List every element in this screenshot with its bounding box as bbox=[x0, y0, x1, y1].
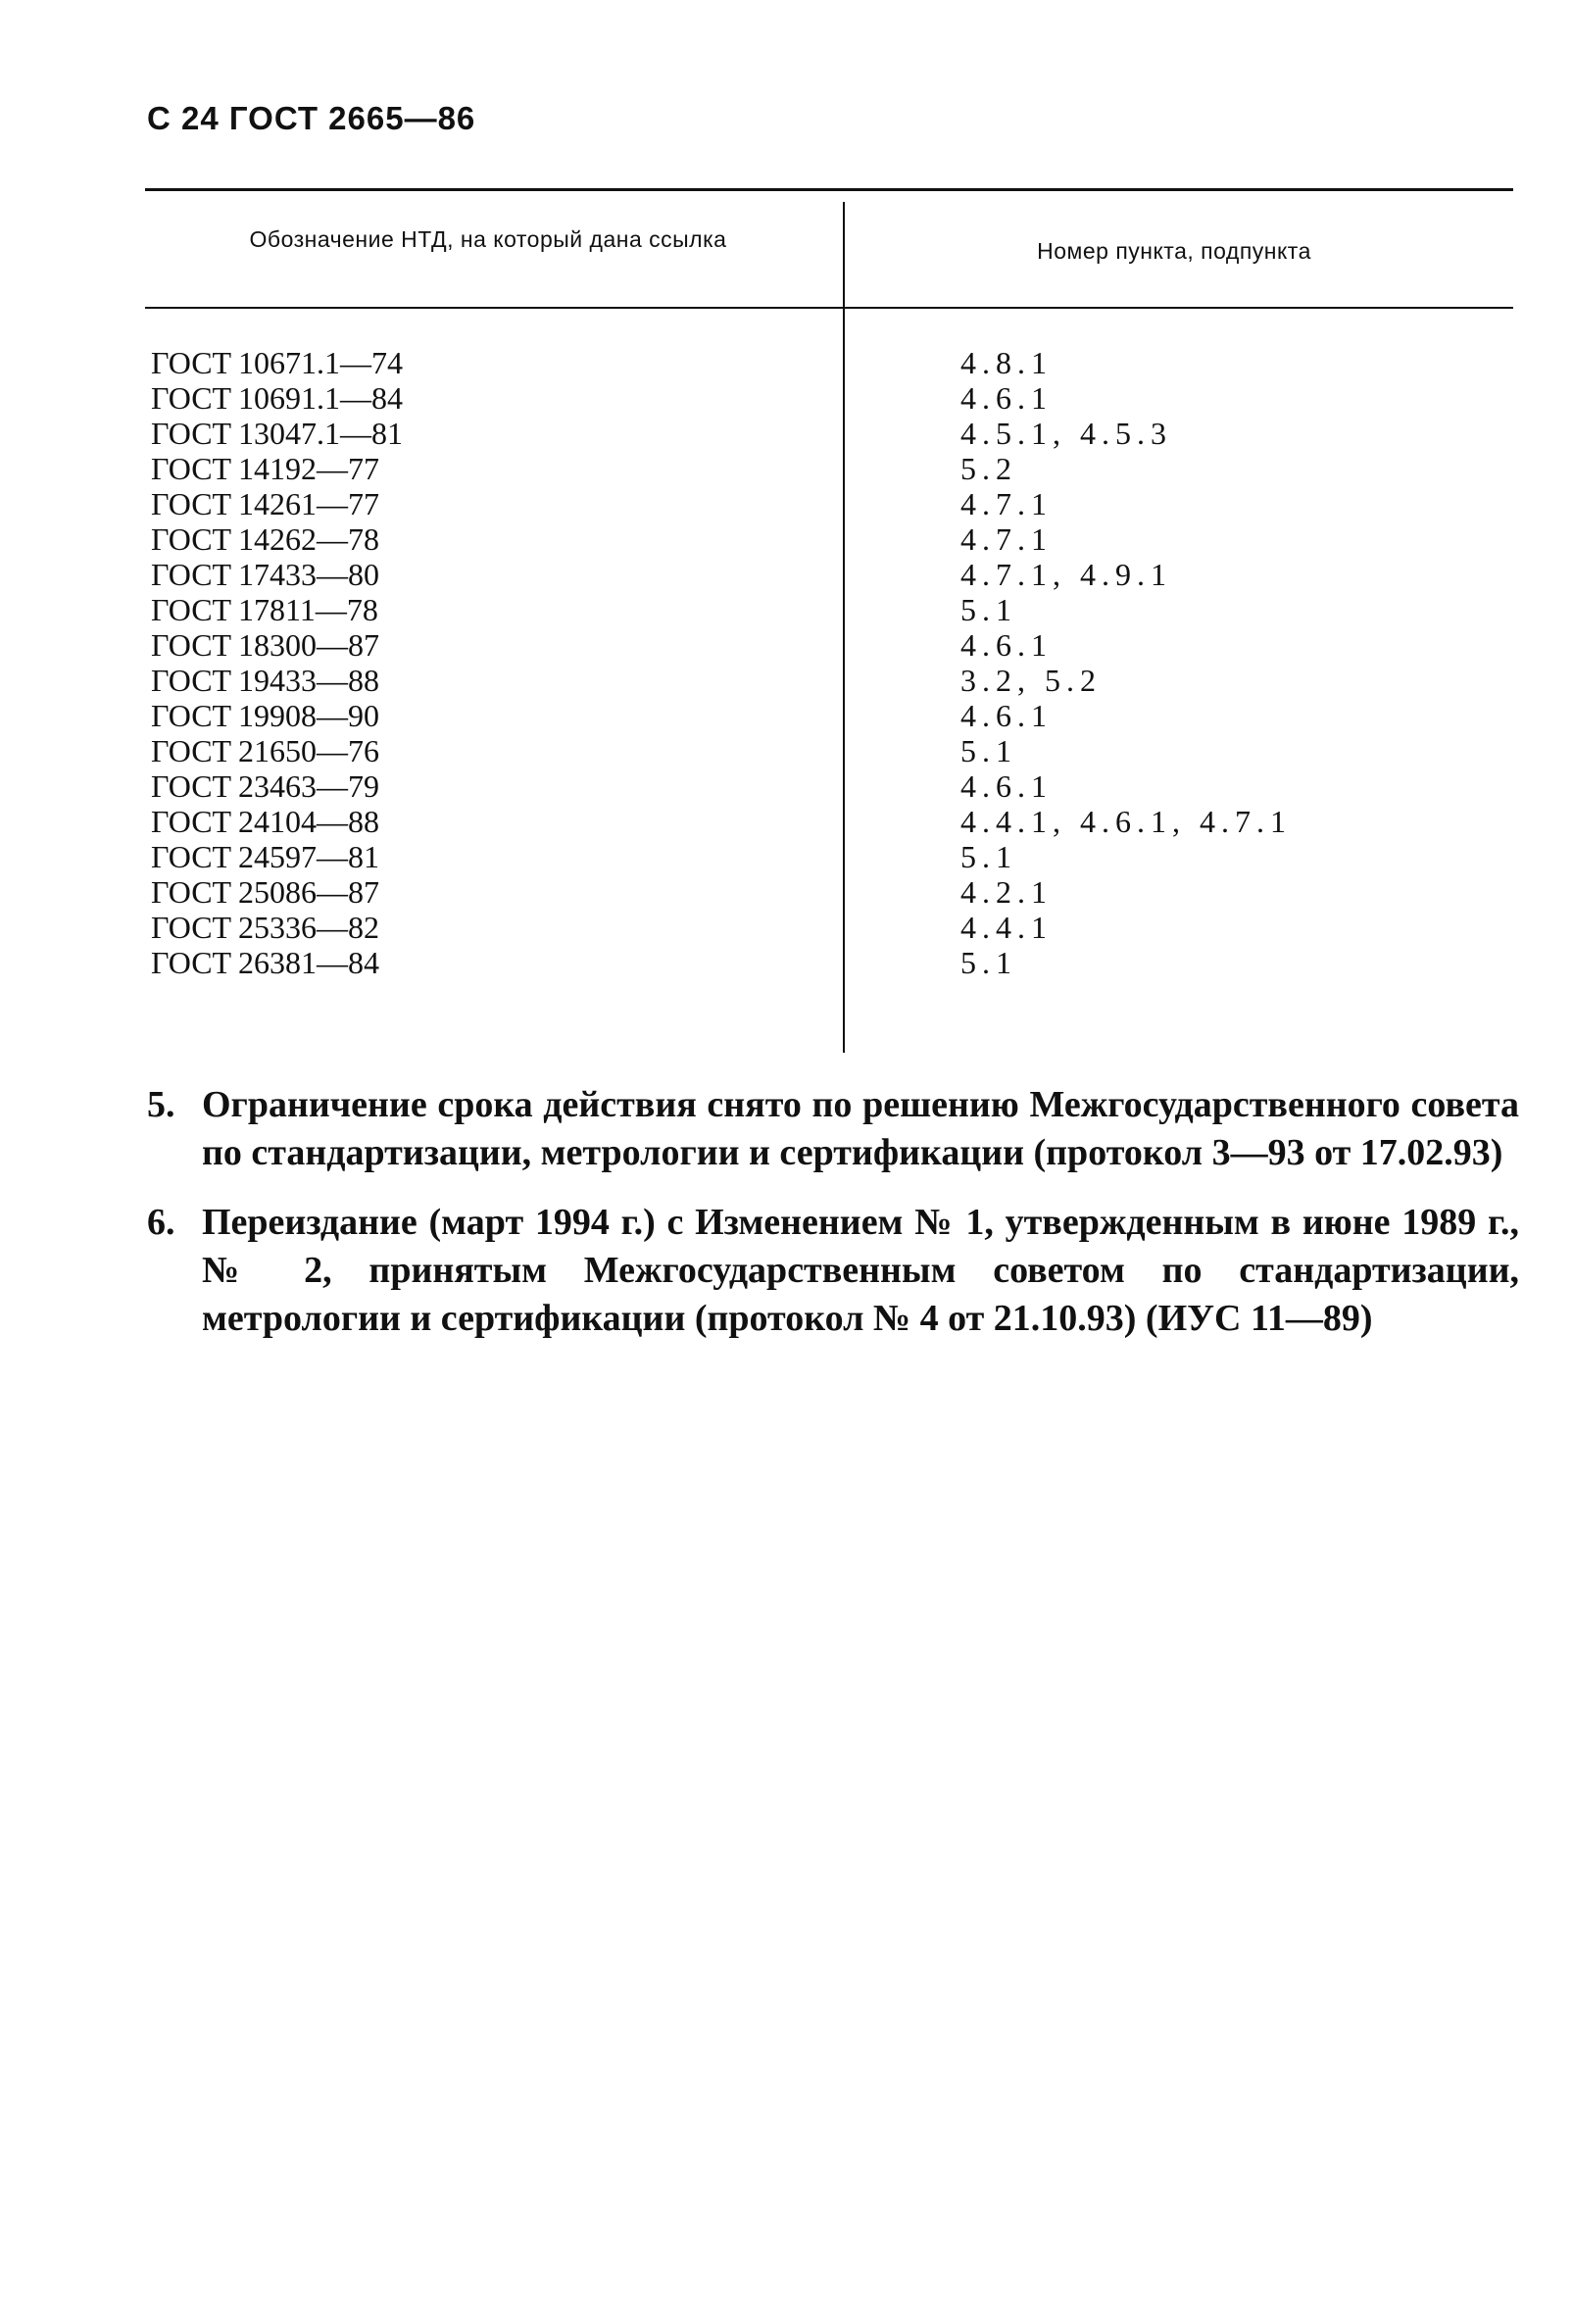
document-number: 17811—78 bbox=[238, 592, 378, 627]
document-prefix: ГОСТ bbox=[151, 698, 232, 733]
table-row bbox=[145, 698, 1513, 733]
document-number: 14261—77 bbox=[238, 486, 379, 521]
note-item bbox=[147, 1081, 1519, 1177]
document-number: 24597—81 bbox=[238, 839, 379, 874]
document-number: 25336—82 bbox=[238, 910, 379, 945]
document-number: 19433—88 bbox=[238, 663, 379, 698]
document-cell bbox=[151, 345, 403, 380]
document-number: 23463—79 bbox=[238, 768, 379, 804]
clause-cell: 4.6.1 bbox=[960, 380, 1053, 416]
table-row bbox=[145, 804, 1513, 839]
document-prefix: ГОСТ bbox=[151, 486, 232, 521]
document-cell bbox=[151, 768, 379, 804]
document-prefix: ГОСТ bbox=[151, 345, 232, 380]
reference-table bbox=[145, 188, 1513, 1053]
document-number: 13047.1—81 bbox=[238, 416, 403, 451]
clause-cell: 4.2.1 bbox=[960, 874, 1053, 910]
note-number: 6. bbox=[147, 1202, 175, 1243]
table-row bbox=[145, 874, 1513, 910]
document-cell bbox=[151, 733, 379, 768]
table-row bbox=[145, 557, 1513, 592]
table-row bbox=[145, 839, 1513, 874]
table-row bbox=[145, 451, 1513, 486]
document-cell bbox=[151, 839, 379, 874]
document-prefix: ГОСТ bbox=[151, 416, 232, 451]
document-number: 10691.1—84 bbox=[238, 380, 403, 416]
document-cell bbox=[151, 416, 403, 451]
table-header-rule bbox=[145, 307, 1513, 309]
document-number: 18300—87 bbox=[238, 627, 379, 663]
document-prefix: ГОСТ bbox=[151, 557, 232, 592]
document-cell bbox=[151, 874, 379, 910]
document-prefix: ГОСТ bbox=[151, 521, 232, 557]
document-prefix: ГОСТ bbox=[151, 451, 232, 486]
document-cell bbox=[151, 945, 379, 980]
table-top-rule bbox=[145, 188, 1513, 191]
table-row bbox=[145, 733, 1513, 768]
document-prefix: ГОСТ bbox=[151, 839, 232, 874]
table-row bbox=[145, 592, 1513, 627]
document-prefix: ГОСТ bbox=[151, 768, 232, 804]
document-number: 10671.1—74 bbox=[238, 345, 403, 380]
table-row bbox=[145, 345, 1513, 380]
document-cell bbox=[151, 663, 379, 698]
document-prefix: ГОСТ bbox=[151, 874, 232, 910]
table-row bbox=[145, 521, 1513, 557]
column-header-clause: Номер пункта, подпункта bbox=[1037, 238, 1311, 264]
document-number: 24104—88 bbox=[238, 804, 379, 839]
document-number: 17433—80 bbox=[238, 557, 379, 592]
table-row bbox=[145, 486, 1513, 521]
page-header: С 24 ГОСТ 2665—86 bbox=[147, 100, 476, 136]
table-body bbox=[145, 345, 1513, 980]
table-row bbox=[145, 945, 1513, 980]
document-cell bbox=[151, 486, 379, 521]
document-prefix: ГОСТ bbox=[151, 804, 232, 839]
clause-cell: 4.6.1 bbox=[960, 698, 1053, 733]
clause-cell: 4.8.1 bbox=[960, 345, 1053, 380]
table-row bbox=[145, 663, 1513, 698]
document-number: 26381—84 bbox=[238, 945, 379, 980]
document-number: 25086—87 bbox=[238, 874, 379, 910]
clause-cell: 4.7.1, 4.9.1 bbox=[960, 557, 1172, 592]
document-number: 21650—76 bbox=[238, 733, 379, 768]
note-item bbox=[147, 1199, 1519, 1343]
document-prefix: ГОСТ bbox=[151, 380, 232, 416]
clause-cell: 4.4.1, 4.6.1, 4.7.1 bbox=[960, 804, 1292, 839]
clause-cell: 4.7.1 bbox=[960, 521, 1053, 557]
clause-cell: 5.1 bbox=[960, 733, 1017, 768]
clause-cell: 4.6.1 bbox=[960, 768, 1053, 804]
document-prefix: ГОСТ bbox=[151, 945, 232, 980]
document-prefix: ГОСТ bbox=[151, 733, 232, 768]
note-text: Переиздание (март 1994 г.) с Изменением № 1, утвержденным в июне 1989 г., № 2, принятым Межгосударственным советом по стандартизации, метрологии и сертификации (протокол № 4 от 21.10.93) (ИУС 11—89) bbox=[202, 1202, 1519, 1339]
document-cell bbox=[151, 380, 403, 416]
document-prefix: ГОСТ bbox=[151, 910, 232, 945]
table-row bbox=[145, 910, 1513, 945]
clause-cell: 4.5.1, 4.5.3 bbox=[960, 416, 1172, 451]
note-text: Ограничение срока действия снято по решению Межгосударственного совета по стандартизации, метрологии и сертификации (протокол 3—93 от 17.02.93) bbox=[202, 1084, 1519, 1173]
table-row bbox=[145, 380, 1513, 416]
document-cell bbox=[151, 521, 379, 557]
document-cell bbox=[151, 910, 379, 945]
clause-cell: 4.4.1 bbox=[960, 910, 1053, 945]
document-cell bbox=[151, 592, 378, 627]
document-cell bbox=[151, 804, 379, 839]
document-cell bbox=[151, 451, 379, 486]
table-row bbox=[145, 416, 1513, 451]
document-number: 19908—90 bbox=[238, 698, 379, 733]
document-prefix: ГОСТ bbox=[151, 663, 232, 698]
document-cell bbox=[151, 698, 379, 733]
clause-cell: 3.2, 5.2 bbox=[960, 663, 1102, 698]
document-prefix: ГОСТ bbox=[151, 592, 232, 627]
clause-cell: 5.1 bbox=[960, 945, 1017, 980]
column-header-document: Обозначение НТД, на который дана ссылка bbox=[249, 226, 727, 252]
table-row bbox=[145, 768, 1513, 804]
clause-cell: 4.6.1 bbox=[960, 627, 1053, 663]
clause-cell: 4.7.1 bbox=[960, 486, 1053, 521]
table-row bbox=[145, 627, 1513, 663]
notes-section bbox=[147, 1081, 1519, 1343]
note-number: 5. bbox=[147, 1084, 175, 1125]
clause-cell: 5.1 bbox=[960, 592, 1017, 627]
clause-cell: 5.2 bbox=[960, 451, 1017, 486]
document-cell bbox=[151, 557, 379, 592]
document-cell bbox=[151, 627, 379, 663]
clause-cell: 5.1 bbox=[960, 839, 1017, 874]
document-prefix: ГОСТ bbox=[151, 627, 232, 663]
document-number: 14192—77 bbox=[238, 451, 379, 486]
document-number: 14262—78 bbox=[238, 521, 379, 557]
